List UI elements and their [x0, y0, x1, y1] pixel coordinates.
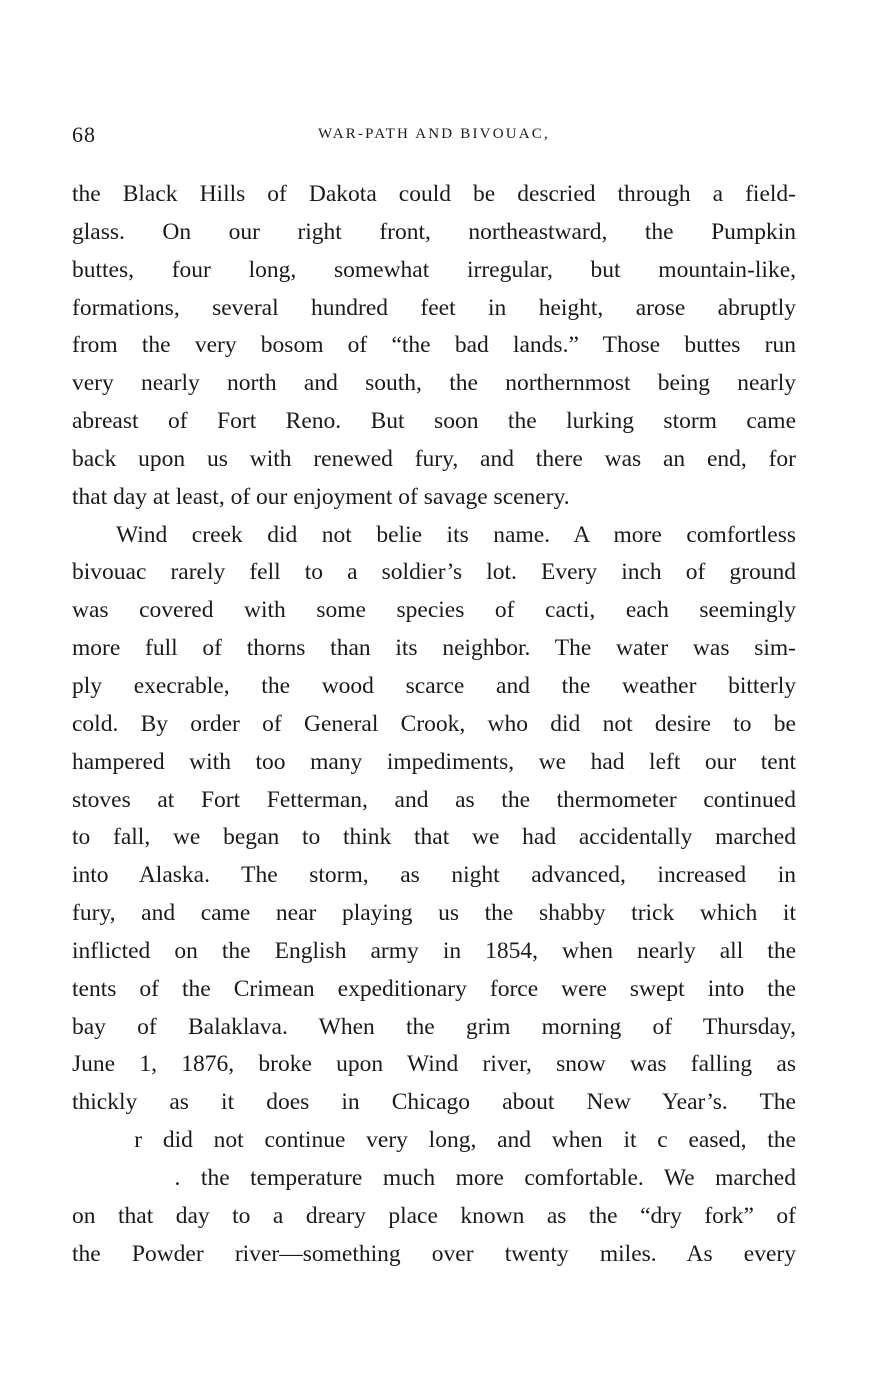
text-line: glass. On our right front, northeastward, the Pumpkin — [72, 218, 796, 245]
text-line: to fall, we began to think that we had accidentally marched — [72, 824, 796, 851]
text-line: fury, and came near playing us the shabby trick which it — [72, 900, 796, 927]
text-line: formations, several hundred feet in height, arose abruptly — [72, 294, 796, 321]
text-line: inflicted on the English army in 1854, when nearly all the — [72, 937, 796, 964]
text-line: hampered with too many impediments, we had left our tent — [72, 748, 796, 775]
text-line: the Black Hills of Dakota could be descried through a field- — [72, 181, 796, 207]
text-line: . the temperature much more comfortable. We marched — [72, 1164, 796, 1191]
text-line: back upon us with renewed fury, and there was an end, for — [72, 445, 796, 472]
text-line: into Alaska. The storm, as night advanced, increased in — [72, 862, 796, 889]
text-line: the Powder river—something over twenty miles. As every — [72, 1240, 796, 1267]
page-number: 68 — [72, 122, 96, 147]
text-line: that day at least, of our enjoyment of savage scenery. — [72, 483, 570, 510]
text-line: cold. By order of General Crook, who did not desire to be — [72, 710, 796, 737]
text-line: on that day to a dreary place known as the “dry fork” of — [72, 1202, 796, 1229]
text-line: very nearly north and south, the northernmost being nearly — [72, 370, 796, 397]
text-line: from the very bosom of “the bad lands.” Those buttes run — [72, 332, 796, 359]
text-line: stoves at Fort Fetterman, and as the thermometer continued — [72, 786, 796, 813]
text-line: bivouac rarely fell to a soldier’s lot. Every inch of ground — [72, 559, 796, 586]
text-line: Wind creek did not belie its name. A more comfortless — [116, 521, 796, 548]
text-line: buttes, four long, somewhat irregular, but mountain-like, — [72, 256, 796, 283]
text-line: thickly as it does in Chicago about New Year’s. The — [72, 1089, 796, 1116]
text-line: more full of thorns than its neighbor. The water was sim- — [72, 635, 796, 662]
running-head: WAR-PATH AND BIVOUAC, — [318, 126, 550, 142]
text-line: abreast of Fort Reno. But soon the lurking storm came — [72, 408, 796, 435]
text-line: tents of the Crimean expeditionary force were swept into the — [72, 975, 796, 1002]
text-line: bay of Balaklava. When the grim morning of Thursday, — [72, 1013, 796, 1040]
text-line: ply execrable, the wood scarce and the weather bitterly — [72, 672, 796, 699]
body-text — [72, 176, 796, 1273]
text-line: was covered with some species of cacti, each seemingly — [72, 597, 796, 624]
text-line: r did not continue very long, and when it c eased, the — [72, 1127, 796, 1154]
text-line: June 1, 1876, broke upon Wind river, snow was falling as — [72, 1051, 796, 1078]
page-header — [72, 122, 796, 152]
